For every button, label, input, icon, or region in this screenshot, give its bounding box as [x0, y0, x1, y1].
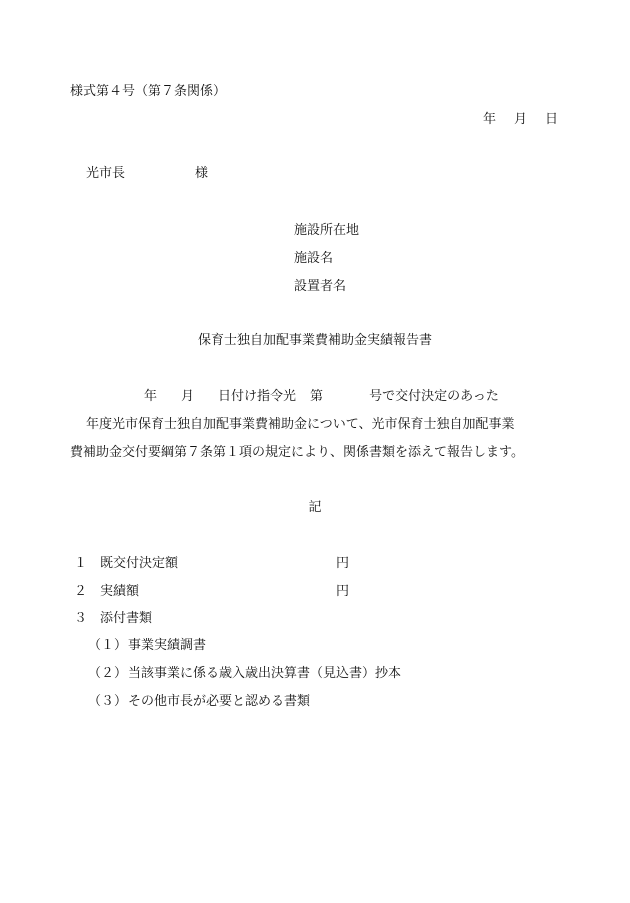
attachment-label: その他市長が必要と認める書類 [128, 694, 311, 709]
item-number: ２ [74, 584, 88, 599]
attachment-item [88, 694, 310, 710]
decision-year: 年 [144, 389, 158, 404]
item-unit: 円 [336, 556, 350, 571]
body-line-1 [144, 389, 499, 405]
date-month: 月 [513, 112, 527, 127]
body-line-2: 年度光市保育士独自加配事業費補助金について、光市保育士独自加配事業 [86, 417, 515, 432]
facility-address-label: 施設所在地 [294, 223, 360, 238]
item-label: 実績額 [100, 584, 140, 599]
list-item [74, 556, 350, 572]
decision-month: 月 [181, 389, 195, 404]
attachment-item [88, 638, 206, 654]
decision-number-prefix: 第 [310, 389, 324, 404]
item-number: ３ [74, 611, 88, 626]
addressee-honorific: 様 [195, 166, 209, 181]
form-number: 様式第４号（第７条関係） [70, 84, 227, 99]
attachment-item [88, 666, 401, 682]
attachment-number: （１） [88, 638, 128, 653]
report-date [483, 112, 558, 128]
addressee-name: 光市長 [86, 166, 126, 181]
document-title: 保育士独自加配事業費補助金実績報告書 [197, 333, 432, 348]
ki-heading: 記 [308, 500, 322, 515]
list-item [74, 611, 152, 627]
item-number: １ [74, 556, 88, 571]
facility-name-label: 施設名 [294, 251, 334, 266]
attachment-label: 当該事業に係る歳入歳出決算書（見込書）抄本 [128, 666, 402, 681]
attachment-label: 事業実績調書 [128, 638, 207, 653]
item-label: 既交付決定額 [100, 556, 179, 571]
founder-name-label: 設置者名 [294, 279, 347, 294]
decision-directive: 日付け指令光 [218, 389, 297, 404]
item-unit: 円 [336, 584, 350, 599]
attachment-number: （２） [88, 666, 128, 681]
date-year: 年 [482, 112, 496, 127]
decision-number-suffix: 号で交付決定のあった [369, 389, 499, 404]
addressee [86, 166, 208, 182]
list-item [74, 584, 350, 600]
date-day: 日 [544, 112, 558, 127]
body-line-3: 費補助金交付要綱第７条第１項の規定により、関係書類を添えて報告します。 [70, 445, 524, 460]
attachment-number: （３） [88, 694, 128, 709]
item-label: 添付書類 [100, 611, 153, 626]
